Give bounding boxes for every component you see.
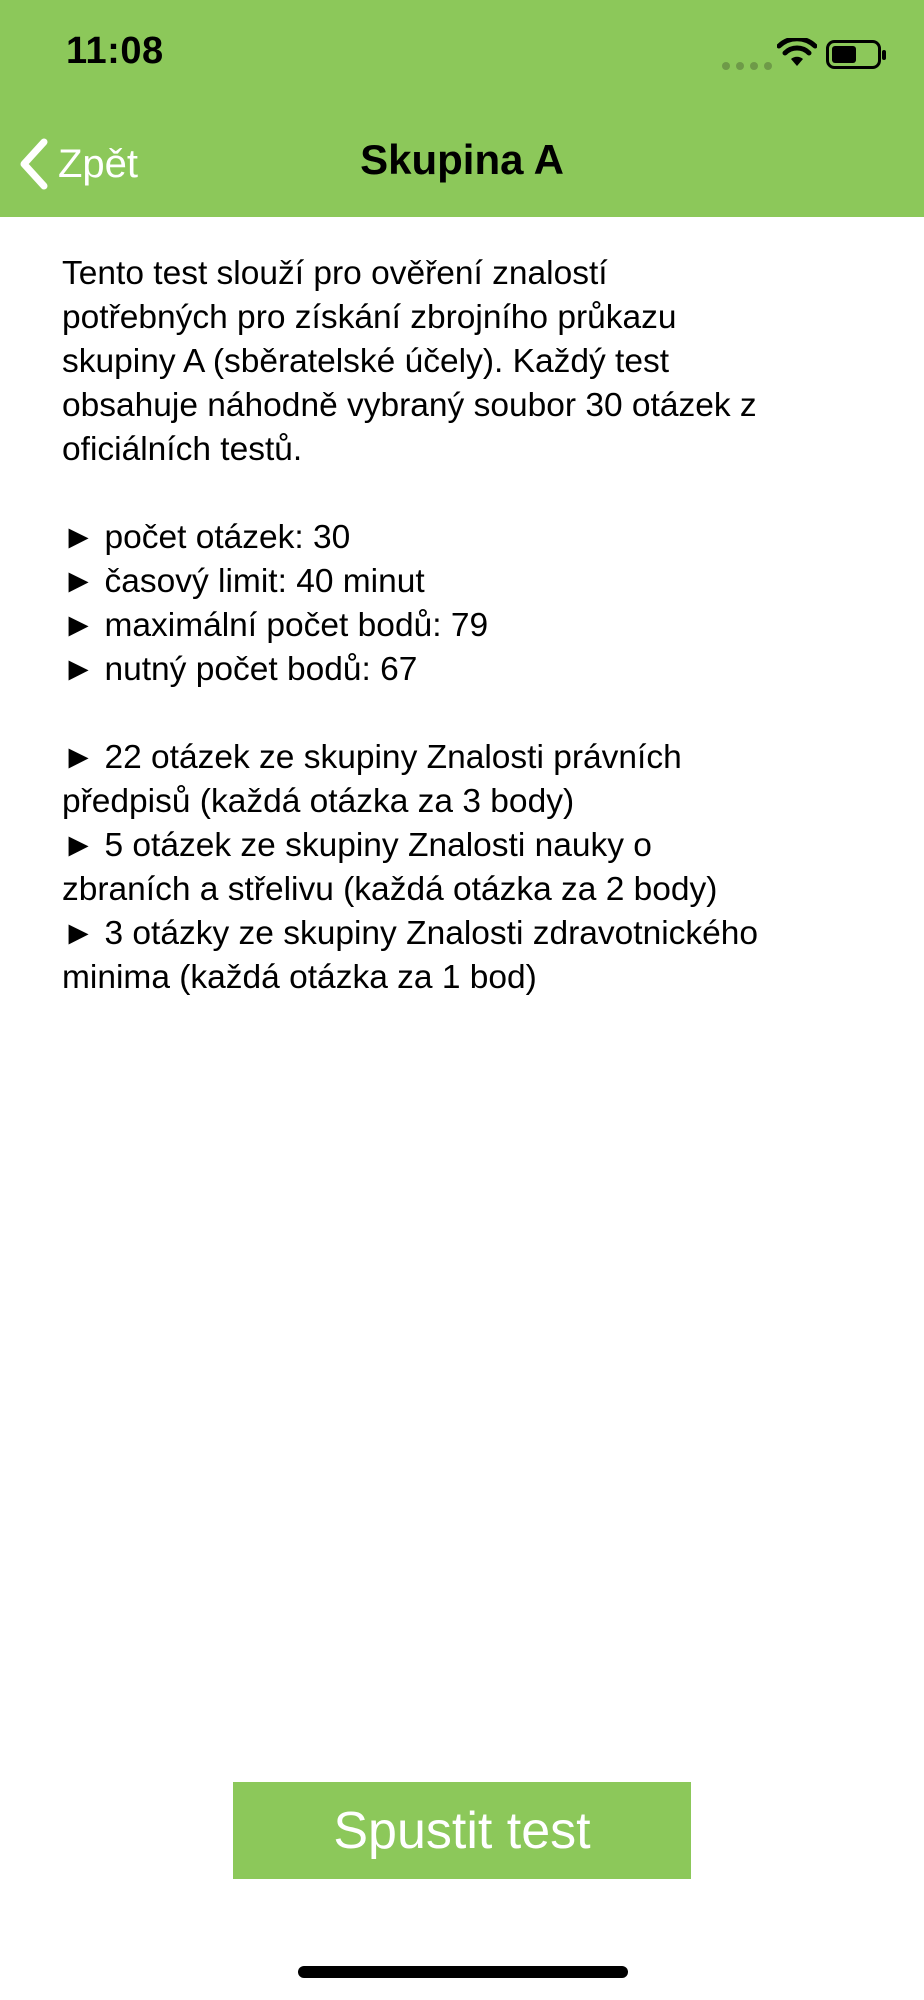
intro-line: obsahuje náhodně vybraný soubor 30 otázek z: [62, 387, 757, 424]
fact-item: ► časový limit: 40 minut: [62, 563, 425, 600]
breakdown-list: [62, 736, 882, 1000]
breakdown-line: předpisů (každá otázka za 3 body): [62, 783, 575, 820]
intro-line: skupiny A (sběratelské účely). Každý test: [62, 343, 670, 380]
fact-item: ► maximální počet bodů: 79: [62, 607, 489, 644]
facts-list: [62, 516, 882, 692]
breakdown-line: minima (každá otázka za 1 bod): [62, 959, 537, 996]
breakdown-line: ► 5 otázek ze skupiny Znalosti nauky o: [62, 827, 652, 864]
intro-line: oficiálních testů.: [62, 431, 303, 468]
test-description: [62, 252, 882, 1000]
signal-dots-icon: [722, 62, 772, 70]
top-bar: [0, 0, 924, 217]
page-title: Skupina A: [360, 136, 564, 183]
intro-paragraph: [62, 252, 882, 472]
intro-line: Tento test slouží pro ověření znalostí: [62, 255, 608, 292]
wifi-icon: [777, 38, 817, 68]
breakdown-line: ► 22 otázek ze skupiny Znalosti právních: [62, 739, 682, 776]
intro-line: potřebných pro získání zbrojního průkazu: [62, 299, 677, 336]
fact-item: ► nutný počet bodů: 67: [62, 651, 418, 688]
home-indicator[interactable]: [298, 1966, 628, 1978]
fact-item: ► počet otázek: 30: [62, 519, 351, 556]
breakdown-line: ► 3 otázky ze skupiny Znalosti zdravotnického: [62, 915, 759, 952]
start-test-button[interactable]: Spustit test: [233, 1782, 691, 1879]
back-label: Zpět: [58, 141, 139, 186]
battery-icon: [826, 40, 888, 70]
breakdown-line: zbraních a střelivu (každá otázka za 2 body): [62, 871, 718, 908]
status-time: 11:08: [66, 30, 164, 72]
